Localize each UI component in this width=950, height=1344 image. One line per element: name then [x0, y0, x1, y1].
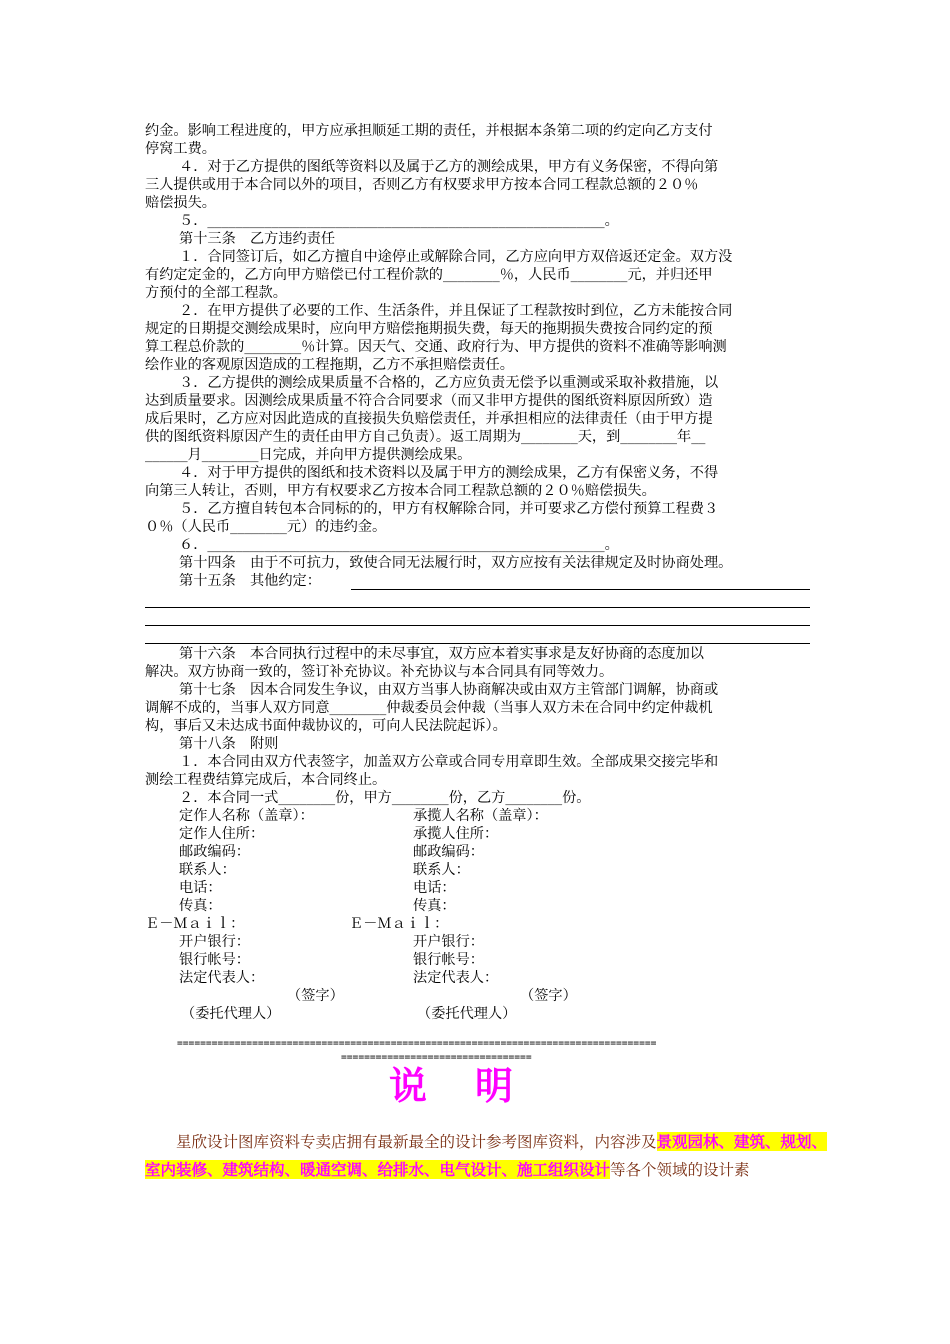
party-a-field: 定作人住所： — [179, 826, 265, 842]
agent-row — [145, 1005, 810, 1023]
text-line: ５．乙方擅自转包本合同标的的，甲方有权解除合同，并可要求乙方偿付预算工程费３ — [179, 501, 719, 517]
party-a-field: 法定代表人： — [179, 970, 265, 986]
text-line: 规定的日期提交测绘成果时，应向甲方赔偿拖期损失费，每天的拖期损失费按合同约定的预 — [145, 321, 713, 337]
text-line: 第十四条 由于不可抗力，致使合同无法履行时，双方应按有关法律规定及时协商处理。 — [179, 555, 733, 571]
signature-row — [145, 807, 810, 825]
party-b-field: Ｅ－Ｍａｉｌ： — [349, 916, 449, 932]
notice-text-start: 星欣设计图库资料专卖店拥有最新最全的设计参考图库资料，内容涉及 — [176, 1133, 657, 1151]
text-line: 第十七条 因本合同发生争议，由双方当事人协商解决或由双方主管部门调解，协商或 — [179, 682, 719, 698]
party-a-field: Ｅ－Ｍａｉｌ： — [145, 916, 245, 932]
notice-text-end: 等各个领域的设计素 — [610, 1161, 750, 1179]
contract-body — [145, 122, 810, 1065]
text-line: 供的图纸资料原因产生的责任由甲方自己负责）。返工周期为________天，到________年__ — [145, 429, 706, 445]
signature-row — [145, 969, 810, 987]
text-line: 解决。双方协商一致的，签订补充协议。补充协议与本合同具有同等效力。 — [145, 664, 614, 680]
text-line: １．本合同由双方代表签字，加盖双方公章或合同专用章即生效。全部成果交接完毕和 — [179, 754, 719, 770]
blank-line — [351, 572, 810, 590]
signature-row — [145, 825, 810, 843]
signature-row — [145, 933, 810, 951]
left-agent-label: （委托代理人） — [181, 1006, 281, 1022]
party-b-field: 传真： — [413, 898, 456, 914]
text-line: 第十六条 本合同执行过程中的未尽事宜，双方应本着实事求是友好协商的态度加以 — [179, 646, 704, 662]
party-b-field: 承揽人名称（盖章）： — [413, 808, 548, 824]
text-line: 有约定定金的，乙方向甲方赔偿已付工程价款的________％，人民币________元，并归还甲 — [145, 267, 713, 283]
sign-row — [145, 987, 810, 1005]
blank-line — [145, 626, 810, 644]
blank-line — [145, 608, 810, 626]
text-line: 三人提供或用于本合同以外的项目，否则乙方有权要求甲方按本合同工程款总额的２０％ — [145, 177, 699, 193]
text-line: ４．对于甲方提供的图纸和技术资料以及属于甲方的测绘成果，乙方有保密义务，不得 — [179, 465, 719, 481]
signature-block — [145, 807, 810, 987]
text-line: 第十八条 附则 — [179, 736, 279, 752]
text-line: 构，事后又未达成书面仲裁协议的，可向人民法院起诉）。 — [145, 718, 507, 734]
text-line: ０％（人民币________元）的违约金。 — [145, 519, 387, 535]
text-line: 向第三人转让，否则，甲方有权要求乙方按本合同工程款总额的２０％赔偿损失。 — [145, 483, 656, 499]
signature-row — [145, 843, 810, 861]
text-line: 测绘工程费结算完成后，本合同终止。 — [145, 772, 387, 788]
right-agent-label: （委托代理人） — [417, 1006, 517, 1022]
party-b-field: 邮政编码： — [413, 844, 484, 860]
party-a-field: 邮政编码： — [179, 844, 250, 860]
text-line: １．合同签订后，如乙方擅自中途停止或解除合同，乙方应向甲方双倍返还定金。双方没 — [179, 249, 733, 265]
text-line: 停窝工费。 — [145, 141, 216, 157]
separator-line: ================================= — [341, 1052, 532, 1063]
party-a-field: 开户银行： — [179, 934, 250, 950]
contract-clauses-part2 — [145, 645, 810, 807]
text-line: ４．对于乙方提供的图纸等资料以及属于乙方的测绘成果，甲方有义务保密，不得向第 — [179, 159, 719, 175]
party-a-field: 电话： — [179, 880, 222, 896]
signature-row — [145, 951, 810, 969]
party-a-field: 联系人： — [179, 862, 236, 878]
text-line: ５．________________________________________________________。 — [179, 213, 619, 229]
text-line: ２．本合同一式________份，甲方________份，乙方________份。 — [179, 790, 591, 806]
signature-row — [145, 861, 810, 879]
left-sign-label: （签字） — [287, 988, 344, 1004]
notice-highlight: 景观园林、建筑、规划、室内装修、建筑结构、暖通空调、给排水、电气设计、施工组织设计 — [145, 1132, 828, 1179]
text-line: 方预付的全部工程款。 — [145, 285, 287, 301]
separator-line: =================================================================================== — [177, 1038, 657, 1049]
signature-row — [145, 915, 810, 933]
party-b-field: 银行帐号： — [413, 952, 484, 968]
text-line: 调解不成的，当事人双方同意________仲裁委员会仲裁（当事人双方未在合同中约定仲裁机 — [145, 700, 713, 716]
contract-clauses-part1 — [145, 122, 810, 590]
text-line: ３．乙方提供的测绘成果质量不合格的，乙方应负责无偿予以重测或采取补救措施，以 — [179, 375, 719, 391]
text-line: 约金。影响工程进度的，甲方应承担顺延工期的责任，并根据本条第二项的约定向乙方支付 — [145, 123, 713, 139]
party-b-field: 法定代表人： — [413, 970, 499, 986]
text-line: ______月________日完成，并向甲方提供测绘成果。 — [145, 447, 472, 463]
text-line: 算工程总价款的________％计算。因天气、交通、政府行为、甲方提供的资料不准确等影响测 — [145, 339, 727, 355]
text-line: 绘作业的客观原因造成的工程拖期，乙方不承担赔偿责任。 — [145, 357, 514, 373]
signature-row — [145, 879, 810, 897]
text-line: ６．________________________________________________________。 — [179, 537, 619, 553]
blank-line — [145, 590, 810, 608]
text-line: ２．在甲方提供了必要的工作、生活条件，并且保证了工程款按时到位，乙方未能按合同 — [179, 303, 733, 319]
party-a-field: 传真： — [179, 898, 222, 914]
text-line: 达到质量要求。因测绘成果质量不符合合同要求（而又非甲方提供的图纸资料原因所致）造 — [145, 393, 713, 409]
notice-title: 说明 — [388, 1064, 561, 1108]
text-line: 第十五条 其他约定： — [179, 573, 321, 589]
right-sign-label: （签字） — [520, 988, 577, 1004]
notice-paragraph — [145, 1128, 835, 1184]
text-line: 成后果时，乙方应对因此造成的直接损失负赔偿责任，并承担相应的法律责任（由于甲方提 — [145, 411, 713, 427]
party-b-field: 承揽人住所： — [413, 826, 499, 842]
party-a-field: 银行帐号： — [179, 952, 250, 968]
party-b-field: 联系人： — [413, 862, 470, 878]
signature-row — [145, 897, 810, 915]
party-a-field: 定作人名称（盖章）： — [179, 808, 314, 824]
text-line: 第十三条 乙方违约责任 — [179, 231, 336, 247]
text-line: 赔偿损失。 — [145, 195, 216, 211]
party-b-field: 开户银行： — [413, 934, 484, 950]
party-b-field: 电话： — [413, 880, 456, 896]
